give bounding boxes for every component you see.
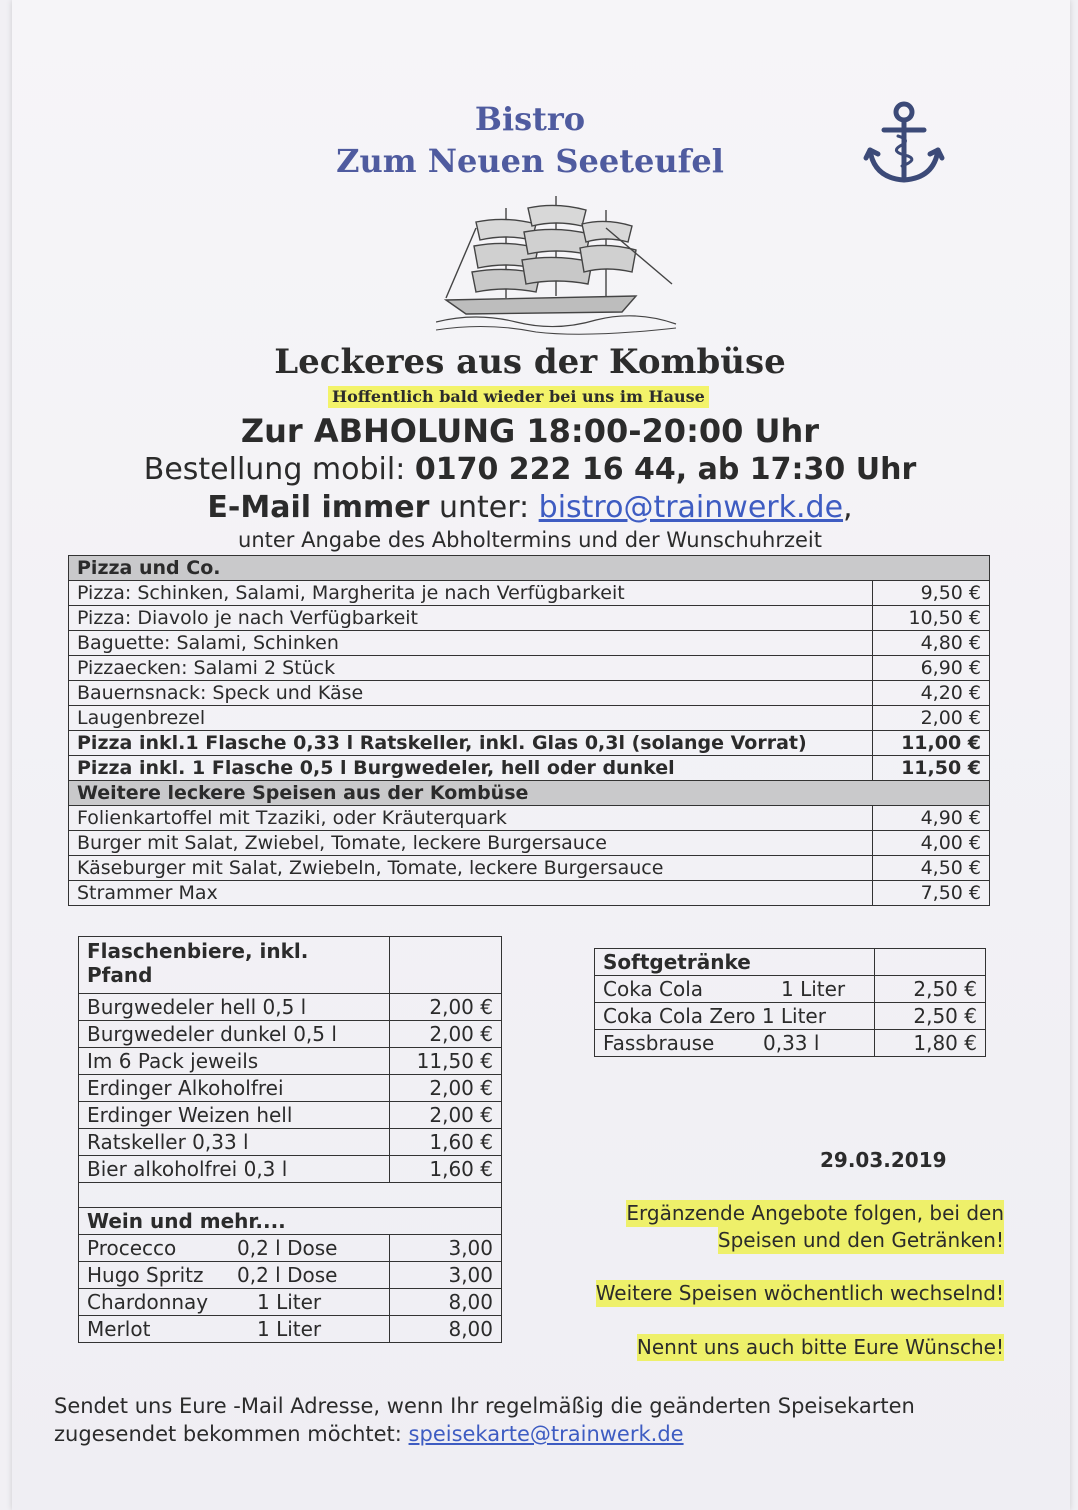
table-row xyxy=(79,994,502,1021)
item-price: 1,80 € xyxy=(875,1030,986,1057)
table-row xyxy=(69,631,990,656)
item-price: 1,60 € xyxy=(389,1129,501,1156)
soft-name: Fassbrause xyxy=(603,1031,715,1055)
footer-line-2 xyxy=(54,1420,984,1448)
email-suffix: , xyxy=(843,490,853,525)
item-name: Baguette: Salami, Schinken xyxy=(69,631,873,656)
item-name: Burgwedeler hell 0,5 l xyxy=(79,994,390,1021)
item-price: 2,00 € xyxy=(873,706,990,731)
item-price: 11,00 € xyxy=(873,731,990,756)
table-row xyxy=(595,976,986,1003)
item-name: Pizza inkl. 1 Flasche 0,5 l Burgwedeler, hell oder dunkel xyxy=(69,756,873,781)
table-row xyxy=(69,681,990,706)
table-row xyxy=(79,1156,502,1183)
title-line-2: Zum Neuen Seeteufel xyxy=(336,142,724,180)
headline: Leckeres aus der Kombüse xyxy=(274,342,786,382)
table-row xyxy=(69,656,990,681)
soft-heading-row xyxy=(595,949,986,976)
item-name: Ratskeller 0,33 l xyxy=(79,1129,390,1156)
wine-heading-row xyxy=(79,1208,502,1235)
email-label-bold: E-Mail immer xyxy=(207,490,430,525)
item-name: Pizzaecken: Salami 2 Stück xyxy=(69,656,873,681)
soft-name: Coka Cola Zero xyxy=(603,1004,756,1028)
item-name: Käseburger mit Salat, Zwiebeln, Tomate, leckere Burgersauce xyxy=(69,856,873,881)
item-price: 3,00 xyxy=(389,1262,501,1289)
table-row xyxy=(79,1021,502,1048)
table-row xyxy=(69,606,990,631)
title-line-1: Bistro xyxy=(474,100,586,138)
table-row xyxy=(79,1102,502,1129)
footer-email-link[interactable]: speisekarte@trainwerk.de xyxy=(408,1422,684,1446)
note-offers-line1: Ergänzende Angebote folgen, bei den xyxy=(626,1201,1004,1225)
item-price: 4,20 € xyxy=(873,681,990,706)
item-name: Bier alkoholfrei 0,3 l xyxy=(79,1156,390,1183)
table-row xyxy=(69,881,990,906)
item-name xyxy=(79,1262,390,1289)
item-price: 8,00 xyxy=(389,1289,501,1316)
section-row xyxy=(69,781,990,806)
sailing-ship-illustration xyxy=(436,188,680,338)
beer-wine-table xyxy=(78,936,502,1343)
subline-highlight: Hoffentlich bald wieder bei uns im Hause xyxy=(328,386,709,408)
spacer-row xyxy=(79,1183,502,1208)
wine-size: 0,2 l Dose xyxy=(237,1263,338,1287)
item-price: 7,50 € xyxy=(873,881,990,906)
table-row xyxy=(69,706,990,731)
order-label: Bestellung mobil: xyxy=(143,452,415,487)
item-name: Erdinger Weizen hell xyxy=(79,1102,390,1129)
table-row xyxy=(69,581,990,606)
item-name: Bauernsnack: Speck und Käse xyxy=(69,681,873,706)
note-wishes: Nennt uns auch bitte Eure Wünsche! xyxy=(636,1335,1004,1359)
table-row xyxy=(79,1235,502,1262)
item-price: 2,50 € xyxy=(875,1003,986,1030)
beer-heading-row xyxy=(79,937,502,994)
table-row xyxy=(79,1316,502,1343)
item-price: 4,50 € xyxy=(873,856,990,881)
section-row xyxy=(69,556,990,581)
table-row xyxy=(69,756,990,781)
item-name: Burgwedeler dunkel 0,5 l xyxy=(79,1021,390,1048)
item-price: 2,00 € xyxy=(389,1021,501,1048)
item-price: 2,00 € xyxy=(389,994,501,1021)
anchor-icon xyxy=(862,100,946,186)
item-name: Im 6 Pack jeweils xyxy=(79,1048,390,1075)
item-name: Pizza inkl.1 Flasche 0,33 l Ratskeller, inkl. Glas 0,3l (solange Vorrat) xyxy=(69,731,873,756)
note-weekly: Weitere Speisen wöchentlich wechselnd! xyxy=(595,1281,1004,1305)
food-menu-table xyxy=(68,555,990,906)
item-name: Laugenbrezel xyxy=(69,706,873,731)
soft-size: 0,33 l xyxy=(763,1031,820,1055)
section-pizza: Pizza und Co. xyxy=(69,556,990,581)
soft-size: 1 Liter xyxy=(761,1004,826,1028)
soft-name: Coka Cola xyxy=(603,977,704,1001)
wine-name: Procecco xyxy=(87,1236,177,1260)
wine-size: 0,2 l Dose xyxy=(237,1236,338,1260)
email-label: unter: xyxy=(429,490,539,525)
item-name: Erdinger Alkoholfrei xyxy=(79,1075,390,1102)
item-price: 1,60 € xyxy=(389,1156,501,1183)
item-price: 8,00 xyxy=(389,1316,501,1343)
date: 29.03.2019 xyxy=(820,1148,947,1172)
item-price: 3,00 xyxy=(389,1235,501,1262)
table-row xyxy=(69,731,990,756)
item-price: 2,50 € xyxy=(875,976,986,1003)
wine-name: Hugo Spritz xyxy=(87,1263,204,1287)
item-price: 4,90 € xyxy=(873,806,990,831)
order-phone xyxy=(40,452,1020,487)
item-price: 9,50 € xyxy=(873,581,990,606)
wine-name: Chardonnay xyxy=(87,1290,209,1314)
item-name: Folienkartoffel mit Tzaziki, oder Kräuterquark xyxy=(69,806,873,831)
item-name xyxy=(595,976,875,1003)
item-price: 11,50 € xyxy=(873,756,990,781)
item-name xyxy=(595,1003,875,1030)
table-row xyxy=(595,1003,986,1030)
item-name: Burger mit Salat, Zwiebel, Tomate, leckere Burgersauce xyxy=(69,831,873,856)
soft-heading: Softgetränke xyxy=(595,949,875,976)
table-row xyxy=(595,1030,986,1057)
footer-prefix: zugesendet bekommen möchtet: xyxy=(54,1422,409,1446)
item-price: 6,90 € xyxy=(873,656,990,681)
email-line xyxy=(40,490,1020,525)
pickup-hours: Zur ABHOLUNG 18:00-20:00 Uhr xyxy=(240,412,820,450)
wine-size: 1 Liter xyxy=(257,1290,322,1314)
order-note: unter Angabe des Abholtermins und der Wunschuhrzeit xyxy=(238,528,822,552)
table-row xyxy=(69,856,990,881)
wine-name: Merlot xyxy=(87,1317,151,1341)
wine-heading: Wein und mehr.... xyxy=(79,1208,502,1235)
table-row xyxy=(79,1129,502,1156)
footer xyxy=(54,1392,984,1448)
item-price: 11,50 € xyxy=(389,1048,501,1075)
beer-heading: Flaschenbiere, inkl. Pfand xyxy=(79,937,390,994)
table-row xyxy=(79,1289,502,1316)
note-offers-line2: Speisen und den Getränken! xyxy=(717,1228,1004,1252)
table-row xyxy=(79,1075,502,1102)
footer-line-1: Sendet uns Eure -Mail Adresse, wenn Ihr regelmäßig die geänderten Speisekarten xyxy=(54,1394,915,1418)
item-name xyxy=(79,1235,390,1262)
item-price: 4,00 € xyxy=(873,831,990,856)
email-link[interactable]: bistro@trainwerk.de xyxy=(538,490,844,525)
item-price: 10,50 € xyxy=(873,606,990,631)
table-row xyxy=(79,1048,502,1075)
wine-size: 1 Liter xyxy=(257,1317,322,1341)
item-name xyxy=(79,1316,390,1343)
soft-size: 1 Liter xyxy=(781,977,846,1001)
item-name: Pizza: Diavolo je nach Verfügbarkeit xyxy=(69,606,873,631)
table-row xyxy=(69,831,990,856)
item-name xyxy=(79,1289,390,1316)
table-row xyxy=(79,1262,502,1289)
order-phone-value: 0170 222 16 44, ab 17:30 Uhr xyxy=(414,452,917,487)
item-price: 2,00 € xyxy=(389,1102,501,1129)
table-row xyxy=(69,806,990,831)
soft-drinks-table xyxy=(594,948,986,1057)
item-name xyxy=(595,1030,875,1057)
section-more-food: Weitere leckere Speisen aus der Kombüse xyxy=(69,781,990,806)
item-price: 4,80 € xyxy=(873,631,990,656)
item-price: 2,00 € xyxy=(389,1075,501,1102)
item-name: Pizza: Schinken, Salami, Margherita je nach Verfügbarkeit xyxy=(69,581,873,606)
item-name: Strammer Max xyxy=(69,881,873,906)
